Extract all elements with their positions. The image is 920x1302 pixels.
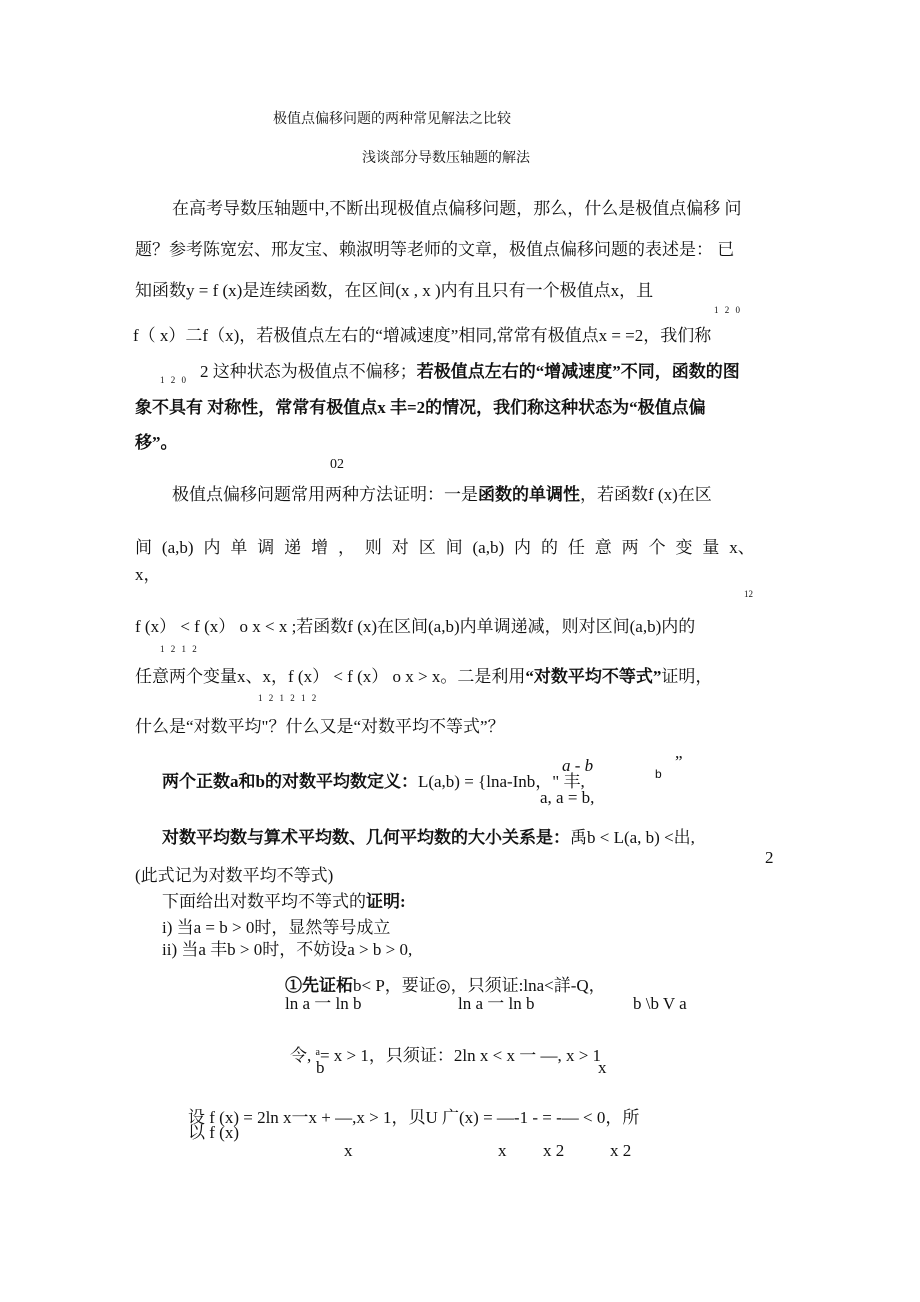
word: ， (337, 538, 355, 557)
denominator: x (498, 1141, 507, 1160)
denominator: x 2 (543, 1141, 565, 1160)
word: 增 (311, 538, 329, 557)
word: 单 (230, 538, 248, 557)
formula: 禹b < L(a, b) <出, (570, 828, 695, 847)
word: x、 (729, 538, 755, 557)
word: 间 (445, 538, 463, 557)
step-1 (285, 976, 606, 996)
text: 任意两个变量x、x，f (x） < f (x） o x > x。二是利用 (135, 667, 526, 686)
relation-denominator: 2 (765, 848, 774, 867)
let-x: x (598, 1058, 607, 1077)
let-b: b (316, 1058, 325, 1077)
proof-case-ii: ii) 当a 丰b > 0时，不妨设a > b > 0, (162, 940, 413, 959)
p2-line-5 (135, 667, 712, 687)
p1-line-6: 象不具有 对称性，常常有极值点x 丰=2的情况，我们称这种状态为“极值点偏 (135, 398, 706, 417)
word: 意 (594, 538, 612, 557)
word: 的 (540, 538, 558, 557)
word: (a,b) (161, 538, 194, 557)
word: 个 (648, 538, 666, 557)
word: 变 (675, 538, 693, 557)
let-a: a (315, 1047, 320, 1058)
relation-line (162, 828, 695, 848)
word: 内 (203, 538, 221, 557)
p1-line-3: 知函数y = f (x)是连续函数，在区间(x , x )内有且只有一个极值点x，且 (135, 281, 654, 300)
bold-text: 两个正数a和b的对数平均数定义： (162, 772, 418, 791)
p1-line-5 (200, 362, 740, 382)
denominator: ln a 一 ln b (458, 994, 535, 1013)
formula: L(a,b) = {lna-Inb，" 丰, (417, 772, 585, 791)
set-line: 设 f (x) = 2ln x一x + —,x > 1，贝U 广(x) = —-1 - = -— < 0，所 (188, 1108, 640, 1127)
text: = x > 1，只须证：2ln x < x 一 —, x > 1 (319, 1046, 602, 1065)
subscript: 1 2 0 (160, 375, 188, 385)
subscript: 02 (330, 457, 344, 472)
p2-line-6: 什么是“对数平均"？什么又是“对数平均不等式”？ (135, 717, 505, 736)
text: ，若函数f (x)在区 (580, 485, 712, 504)
note: (此式记为对数平均不等式) (135, 866, 334, 885)
bold-text: ①先证柘 (285, 976, 353, 995)
subscript: 1 2 1 2 (160, 644, 199, 654)
denominator: x 2 (610, 1141, 632, 1160)
bold-text: 若极值点左右的“增减速度”不同，函数的图 (416, 362, 740, 381)
bold-text: 函数的单调性 (478, 485, 580, 504)
word: 调 (257, 538, 275, 557)
title-2: 浅谈部分导数压轴题的解法 (362, 151, 530, 166)
word: 两 (621, 538, 639, 557)
denominator: ln a 一 ln b (285, 994, 362, 1013)
text: 证明， (661, 667, 713, 686)
subscript: 12 (744, 589, 753, 599)
word: 递 (284, 538, 302, 557)
p2-line-1 (172, 485, 712, 505)
bold-text: “对数平均不等式” (525, 667, 662, 686)
definition-line (162, 772, 585, 792)
word: 间 (135, 538, 152, 557)
p1-line-4: f（ x）二f（x)，若极值点左右的“增减速度”相同,常常有极值点x = =2，我们称 (133, 326, 712, 345)
subscript: 1 2 1 2 1 2 (258, 693, 319, 703)
def-case-2: a, a = b, (540, 788, 595, 807)
p1-line-2: 题？参考陈宽宏、邢友宝、赖淑明等老师的文章，极值点偏移问题的表述是： 已 (135, 240, 735, 259)
p1-line-7: 移”。 (135, 433, 178, 452)
word: (a,b) (472, 538, 505, 557)
p2-line-3: x， (135, 565, 161, 584)
denominator: b \b V a (633, 994, 687, 1013)
def-b: b (655, 767, 662, 781)
text: 2 这种状态为极值点不偏移； (200, 362, 417, 381)
proof-intro (162, 892, 406, 912)
bold-text: 证明: (366, 892, 406, 911)
word: 量 (702, 538, 720, 557)
let-line (290, 1043, 601, 1066)
def-quote: ” (675, 752, 683, 771)
subscript: 1 2 0 (714, 305, 742, 315)
bold-text: 对数平均数与算术平均数、几何平均数的大小关系是： (162, 828, 570, 847)
p1-line-1: 在高考导数压轴题中,不断出现极值点偏移问题，那么，什么是极值点偏移 问 (172, 199, 742, 218)
denominator: x (344, 1141, 353, 1160)
word: 区 (418, 538, 436, 557)
p2-line-2 (135, 538, 755, 558)
title-1: 极值点偏移问题的两种常见解法之比较 (273, 112, 511, 127)
word: 内 (514, 538, 532, 557)
def-numerator: a - b (562, 756, 594, 775)
proof-case-i: i) 当a = b > 0时，显然等号成立 (162, 918, 391, 937)
word: 任 (567, 538, 585, 557)
set-line-2: 以 f (x) (188, 1123, 239, 1142)
word: 对 (391, 538, 409, 557)
text: b< P，要证◎，只须证:lna<詳-Q， (353, 976, 606, 995)
word: 则 (364, 538, 382, 557)
text: 极值点偏移问题常用两种方法证明：一是 (172, 485, 478, 504)
text: 下面给出对数平均不等式的 (162, 892, 366, 911)
text: 令, (290, 1046, 316, 1065)
p2-line-4: f (x） < f (x） o x < x ;若函数f (x)在区间(a,b)内单调递减，则对区间(a,b)内的 (135, 617, 696, 636)
